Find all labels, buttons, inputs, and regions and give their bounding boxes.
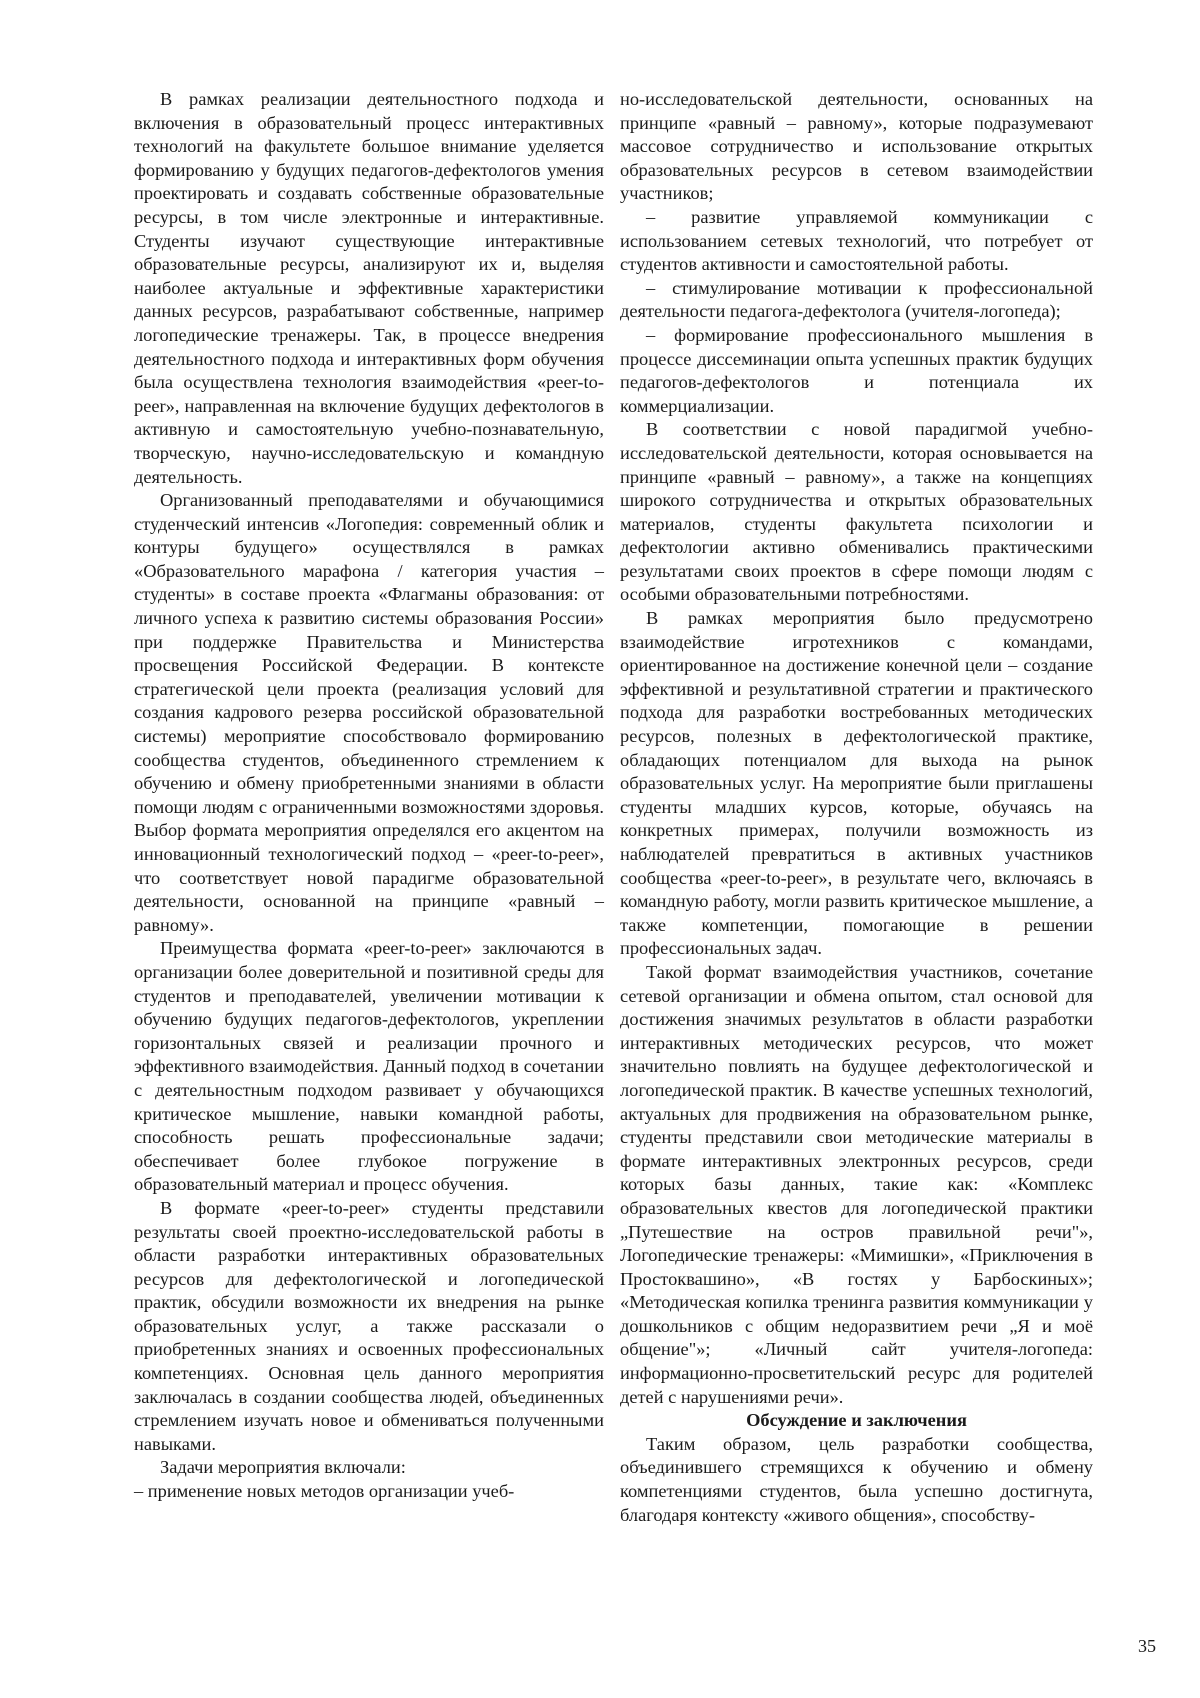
- list-item: – стимулирование мотивации к профессиональной деятельности педагога-дефектолога (учителя-логопеда);: [620, 277, 1093, 322]
- paragraph: В формате «peer-to-peer» студенты представили результаты своей проектно-исследовательской работы в области разработки интерактивных образовательных ресурсов для дефектологической и логопедической практик, обсудили возможности их внедрения на рынке образовательных услуг, а также рассказали о приобретенных знаниях и освоенных профессиональных компетенциях. Основная цель данного мероприятия заключалась в создании сообщества людей, объединенных стремлением изучать новое и обмениваться полученными навыками.: [134, 1197, 604, 1454]
- section-heading: Обсуждение и заключения: [746, 1410, 967, 1431]
- paragraph: В соответствии с новой парадигмой учебно-исследовательской деятельности, которая основывается на принципе «равный – равному», а также на концепциях широкого сотрудничества и открытых образовательных материалов, студенты факультета психологии и дефектологии активно обменивались практическими результатами своих проектов в сфере помощи людям с особыми образовательными потребностями.: [620, 419, 1093, 605]
- right-column: [620, 88, 1093, 1527]
- paragraph: Задачи мероприятия включали:: [160, 1457, 406, 1478]
- paragraph: Организованный преподавателями и обучающимися студенческий интенсив «Логопедия: современный облик и контуры будущего» осуществлялся в рамках «Образовательного марафона / категория участия – студенты» в составе проекта «Флагманы образования: от личного успеха к развитию системы образования России» при поддержке Правительства и Министерства просвещения Российской Федерации. В контексте стратегической цели проекта (реализация условий для создания кадрового резерва российской образовательной системы) мероприятие способствовало формированию сообщества студентов, объединенного стремлением к обучению и обмену приобретенными знаниями в области помощи людям с ограниченными возможностями здоровья. Выбор формата мероприятия определялся его акцентом на инновационный технологический подход – «peer-to-peer», что соответствует новой парадигме образовательной деятельности, основанной на принципе «равный – равному».: [134, 490, 604, 935]
- paragraph: Такой формат взаимодействия участников, сочетание сетевой организации и обмена опытом, стал основой для достижения значимых результатов в области разработки интерактивных методических ресурсов, что может значительно повлиять на будущее дефектологической и логопедической практик. В качестве успешных технологий, актуальных для продвижения на образовательном рынке, студенты представили свои методические материалы в формате интерактивных электронных ресурсов, среди которых базы данных, такие как: «Комплекс образовательных квестов для логопедической практики „Путешествие на остров правильной речи"», Логопедические тренажеры: «Мимишки», «Приключения в Простоквашино», «В гостях у Барбоскиных»; «Методическая копилка тренинга развития коммуникации у дошкольников с общим недоразвитием речи „Я и моё общение"»; «Личный сайт учителя-логопеда: информационно-просветительский ресурс для родителей детей с нарушениями речи».: [620, 961, 1093, 1407]
- paragraph: В рамках реализации деятельностного подхода и включения в образовательный процесс интерактивных технологий на факультете большое внимание уделяется формированию у будущих педагогов-дефектологов умения проектировать и создавать собственные образовательные ресурсы, в том числе электронные и интерактивные. Студенты изучают существующие интерактивные образовательные ресурсы, анализируют их и, выделяя наиболее актуальные и эффективные характеристики данных ресурсов, разрабатывают собственные, например логопедические тренажеры. Так, в процессе внедрения деятельностного подхода и интерактивных форм обучения была осуществлена технология взаимодействия «peer-to-peer», направленная на включение будущих дефектологов в активную и самостоятельную учебно-познавательную, творческую, научно-исследовательскую и командную деятельность.: [134, 89, 604, 487]
- page-number: 35: [1138, 1636, 1156, 1656]
- paragraph: Преимущества формата «peer-to-peer» заключаются в организации более доверительной и позитивной среды для студентов и преподавателей, увеличении мотивации к обучению будущих педагогов-дефектологов, укреплении горизонтальных связей и реализации прочного и эффективного взаимодействия. Данный подход в сочетании с деятельностным подходом развивает у обучающихся критическое мышление, навыки командной работы, способность решать профессиональные задачи; обеспечивает более глубокое погружение в образовательный материал и процесс обучения.: [134, 938, 604, 1195]
- list-item: но-исследовательской деятельности, основанных на принципе «равный – равному», которые подразумевают массовое сотрудничество и использование открытых образовательных ресурсов в сетевом взаимодействии участников;: [620, 89, 1093, 204]
- paragraph: В рамках мероприятия было предусмотрено взаимодействие игротехников с командами, ориентированное на достижение конечной цели – создание эффективной и результативной стратегии и практического подхода для разработки востребованных методических ресурсов, полезных в дефектологической практике, обладающих потенциалом для выхода на рынок образовательных услуг. На мероприятие были приглашены студенты младших курсов, которые, обучаясь на конкретных примерах, получили возможность из наблюдателей превратиться в активных участников сообщества «peer-to-peer», в результате чего, включаясь в командную работу, могли развить критическое мышление, а также компетенции, помогающие в решении профессиональных задач.: [620, 608, 1093, 959]
- left-column: [134, 88, 604, 1504]
- paragraph: Таким образом, цель разработки сообщества, объединившего стремящихся к обучению и обмену компетенциями студентов, была успешно достигнута, благодаря контексту «живого общения», способству-: [620, 1433, 1093, 1525]
- list-item: – формирование профессионального мышления в процессе диссеминации опыта успешных практик будущих педагогов-дефектологов и потенциала их коммерциализации.: [620, 324, 1093, 416]
- list-item: – применение новых методов организации учеб-: [134, 1481, 515, 1502]
- list-item: – развитие управляемой коммуникации с использованием сетевых технологий, что потребует от студентов активности и самостоятельной работы.: [620, 206, 1093, 275]
